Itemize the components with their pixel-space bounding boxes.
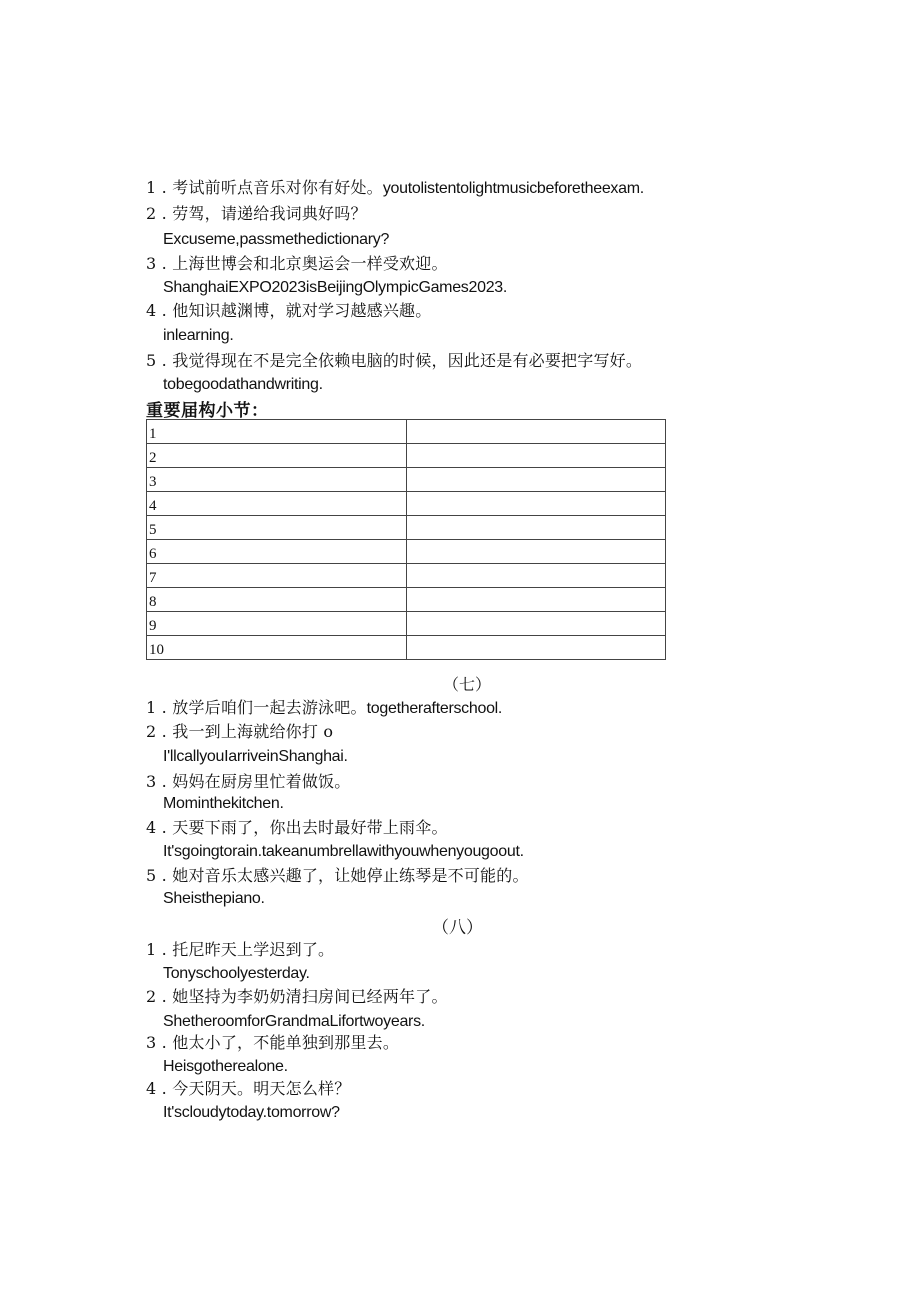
s7-item-1-cn: 1 . 放学后咱们一起去游泳吧。	[146, 698, 367, 717]
s6-item-4-en: inlearning.	[163, 327, 234, 344]
row-number: 7	[147, 564, 407, 588]
s7-item-4-cn: 4 . 天要下雨了，你出去时最好带上雨伞。	[146, 818, 448, 837]
s7-item-5-cn: 5 . 她对音乐太感兴趣了，让她停止练琴是不可能的。	[146, 866, 529, 885]
s8-item-3-en: Heisgotherealone.	[163, 1058, 288, 1075]
row-blank	[407, 564, 666, 588]
s8-item-1-en: Tonyschoolyesterday.	[163, 965, 310, 982]
s6-item-4-cn: 4 . 他知识越渊博，就对学习越感兴趣。	[146, 301, 432, 320]
row-number: 8	[147, 588, 407, 612]
table-row	[147, 540, 666, 564]
table-row	[147, 516, 666, 540]
s7-item-2-en: I'llcallyouIarriveinShanghai.	[163, 748, 348, 765]
row-number: 9	[147, 612, 407, 636]
section7-title: （七）	[443, 675, 492, 694]
table-row	[147, 588, 666, 612]
row-number: 6	[147, 540, 407, 564]
table-row	[147, 636, 666, 660]
table-row	[147, 420, 666, 444]
s8-item-4-en: It'scloudytoday.tomorrow?	[163, 1104, 340, 1121]
structures-table	[146, 419, 666, 660]
s6-item-3-cn: 3 . 上海世博会和北京奥运会一样受欢迎。	[146, 254, 448, 273]
s6-item-1-en: youtolistentolightmusicbeforetheexam.	[382, 180, 644, 197]
table-row	[147, 444, 666, 468]
table-row	[147, 468, 666, 492]
row-blank	[407, 468, 666, 492]
s6-item-2-cn: 2 . 劳驾，请递给我词典好吗？	[146, 204, 367, 223]
s7-item-1-en: togetherafterschool.	[366, 700, 503, 717]
row-number: 10	[147, 636, 407, 660]
s8-item-2-en: ShetheroomforGrandmaLifortwoyears.	[163, 1013, 425, 1030]
s8-item-1-cn: 1 . 托尼昨天上学迟到了。	[146, 940, 335, 959]
s7-item-3-cn: 3 . 妈妈在厨房里忙着做饭。	[146, 772, 351, 791]
row-blank	[407, 492, 666, 516]
s8-item-2-cn: 2 . 她坚持为李奶奶清扫房间已经两年了。	[146, 987, 448, 1006]
table-row	[147, 564, 666, 588]
row-blank	[407, 516, 666, 540]
s6-item-1	[146, 177, 644, 200]
row-number: 5	[147, 516, 407, 540]
section8-title: （八）	[432, 918, 483, 938]
row-number: 4	[147, 492, 407, 516]
row-blank	[407, 636, 666, 660]
s7-item-1	[146, 697, 502, 720]
s6-item-2-en: Excuseme,passmethedictionary?	[163, 231, 390, 248]
s8-item-3-cn: 3 . 他太小了，不能单独到那里去。	[146, 1033, 400, 1052]
row-number: 3	[147, 468, 407, 492]
table-row	[147, 612, 666, 636]
row-number: 1	[147, 420, 407, 444]
row-blank	[407, 540, 666, 564]
s8-item-4-cn: 4 . 今天阴天。明天怎么样？	[146, 1079, 351, 1098]
row-number: 2	[147, 444, 407, 468]
s7-item-5-en: Sheisthepiano.	[163, 890, 265, 907]
row-blank	[407, 420, 666, 444]
s6-item-5-cn: 5 . 我觉得现在不是完全依赖电脑的时候，因此还是有必要把字写好。	[146, 351, 643, 370]
s7-item-2-cn: 2 . 我一到上海就给你打 o	[146, 722, 334, 741]
row-blank	[407, 612, 666, 636]
s7-item-4-en: It'sgoingtorain.takeanumbrellawithyouwhenyougoout.	[163, 843, 524, 860]
table-row	[147, 492, 666, 516]
row-blank	[407, 444, 666, 468]
structures-heading: 重要届构小节：	[146, 401, 269, 421]
s6-item-5-en: tobegoodathandwriting.	[163, 376, 323, 393]
s6-item-3-en: ShanghaiEXPO2023isBeijingOlympicGames2023.	[163, 279, 508, 296]
row-blank	[407, 588, 666, 612]
s6-item-1-cn: 1 . 考试前听点音乐对你有好处。	[146, 178, 383, 197]
s7-item-3-en: Mominthekitchen.	[163, 795, 284, 812]
